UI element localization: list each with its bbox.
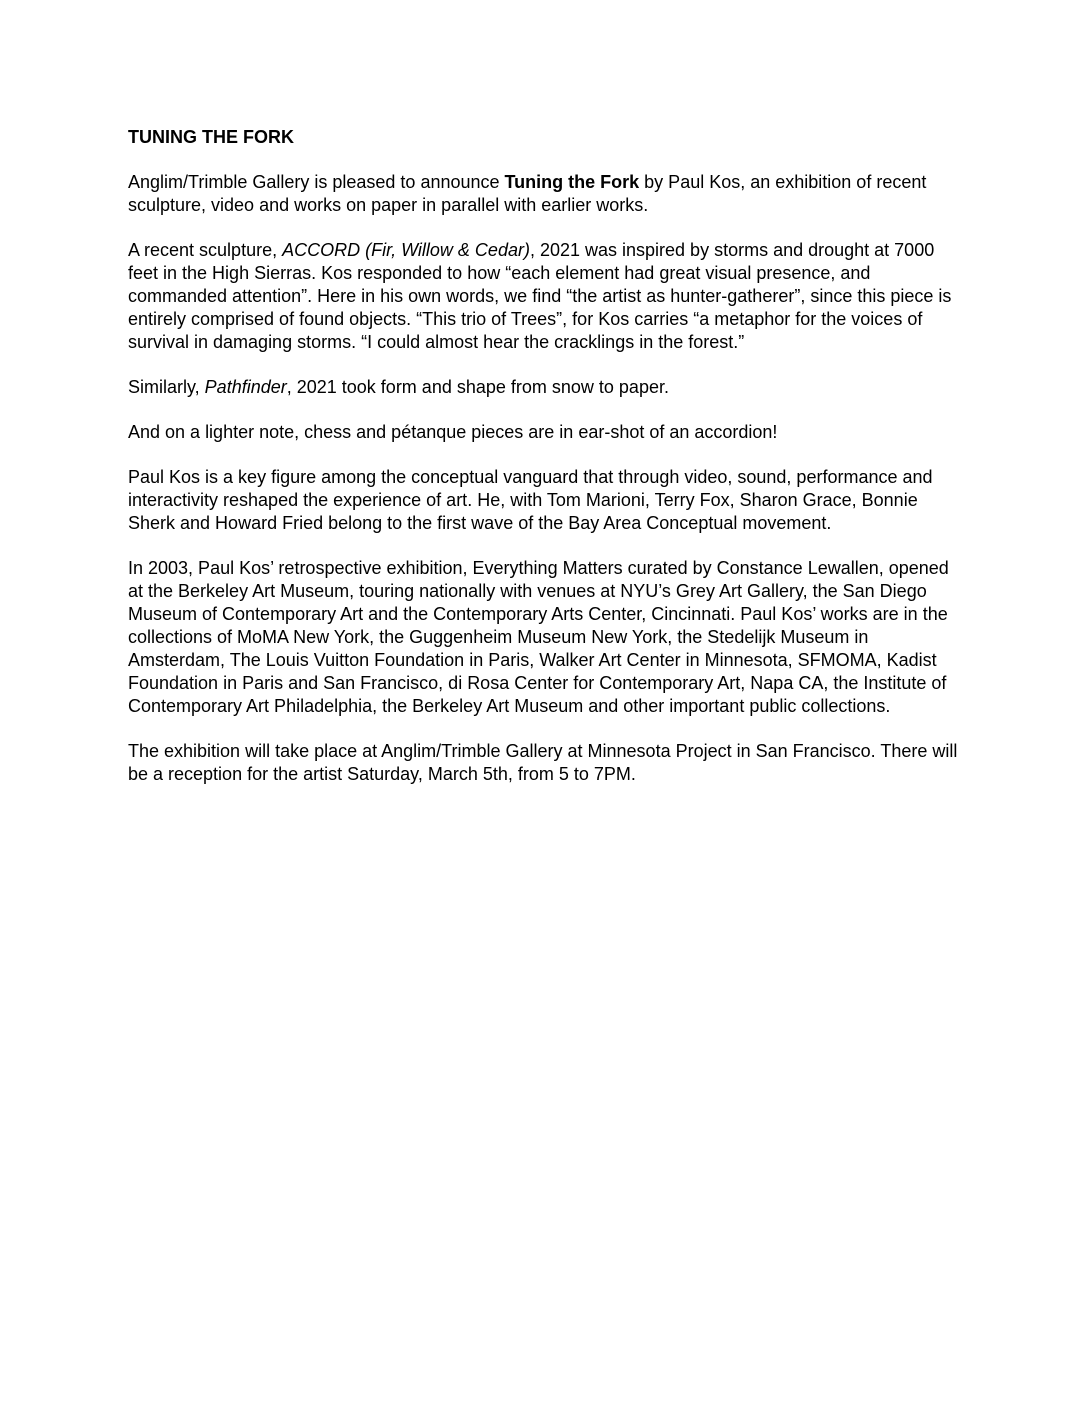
announcement-text-start: Anglim/Trimble Gallery is pleased to announce [128, 172, 505, 192]
accord-text-end: , 2021 was inspired by storms and drought at 7000 feet in the High Sierras. Kos responded to how “each element had great visual presence, and commanded attention”. Here in his own words, we find “the artist as hunter-gatherer”, since this piece is entirely comprised of found objects. “This trio of Trees”, for Kos carries “a metaphor for the voices of survival in damaging storms. “I could almost hear the cracklings in the forest.” [128, 240, 952, 352]
paragraph-announcement [128, 171, 968, 217]
paragraph-retrospective: In 2003, Paul Kos’ retrospective exhibition, Everything Matters curated by Constance Lewallen, opened at the Berkeley Art Museum, touring nationally with venues at NYU’s Grey Art Gallery, the San Diego Museum of Contemporary Art and the Contemporary Arts Center, Cincinnati. Paul Kos’ works are in the collections of MoMA New York, the Guggenheim Museum New York, the Stedelijk Museum in Amsterdam, The Louis Vuitton Foundation in Paris, Walker Art Center in Minnesota, SFMOMA, Kadist Foundation in Paris and San Francisco, di Rosa Center for Contemporary Art, Napa CA, the Institute of Contemporary Art Philadelphia, the Berkeley Art Museum and other important public collections. [128, 558, 949, 716]
accord-title-italic: ACCORD (Fir, Willow & Cedar) [282, 240, 530, 260]
document-title: TUNING THE FORK [128, 127, 294, 147]
announcement-text-end: by Paul Kos, an exhibition of recent sculpture, video and works on paper in parallel with earlier works. [128, 172, 927, 215]
pathfinder-title-italic: Pathfinder [204, 377, 287, 397]
document-page [128, 126, 968, 808]
pathfinder-text-end: , 2021 took form and shape from snow to paper. [286, 377, 669, 397]
pathfinder-text-start: Similarly, [128, 377, 205, 397]
accord-text-start: A recent sculpture, [128, 240, 283, 260]
paragraph-lighter-note: And on a lighter note, chess and pétanque pieces are in ear-shot of an accordion! [128, 422, 778, 442]
paragraph-pathfinder [128, 376, 968, 399]
exhibition-title-bold: Tuning the Fork [504, 172, 640, 192]
paragraph-artist-bio: Paul Kos is a key figure among the conceptual vanguard that through video, sound, performance and interactivity reshaped the experience of art. He, with Tom Marioni, Terry Fox, Sharon Grace, Bonnie Sherk and Howard Fried belong to the first wave of the Bay Area Conceptual movement. [128, 467, 933, 533]
paragraph-accord [128, 239, 968, 354]
paragraph-exhibition-info: The exhibition will take place at Anglim/Trimble Gallery at Minnesota Project in San Francisco. There will be a reception for the artist Saturday, March 5th, from 5 to 7PM. [128, 741, 958, 784]
